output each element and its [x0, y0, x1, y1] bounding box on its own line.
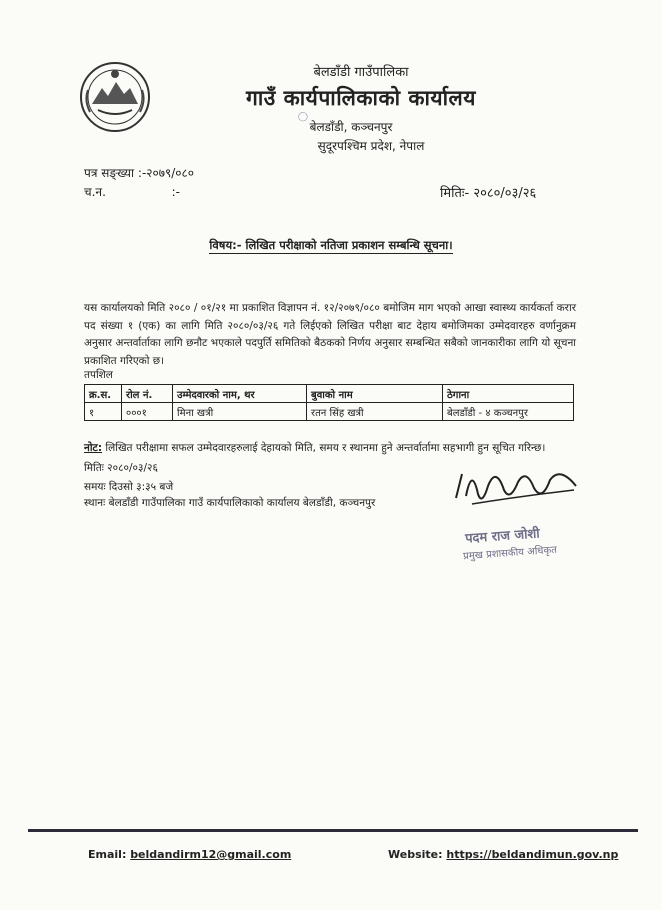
- date-label: मितिः-: [440, 186, 470, 201]
- website-link[interactable]: https://beldandimun.gov.np: [446, 848, 619, 861]
- office-stamp: ◯: [296, 110, 310, 124]
- note-text: लिखित परीक्षामा सफल उम्मेदवारहरुलाई देहायको मिति, समय र स्थानमा हुने अन्तर्वार्तामा सहभागी हुन सूचित गरिन्छ।: [105, 442, 546, 454]
- email-link[interactable]: beldandirm12@gmail.com: [130, 848, 292, 861]
- table-row: [85, 403, 574, 421]
- reference-label: पत्र सङ्ख्या :: [84, 166, 142, 180]
- municipality-name: बेलडाँडी गाउँपालिका: [313, 65, 409, 80]
- notice-body: यस कार्यालयको मिति २०८० / ०१/२१ मा प्रकाशित विज्ञापन नं. १२/२०७९/०८० बमोजिम माग भएको आखा स्वास्थ्य कार्यकर्ता करार पद संख्या १ (एक) का लागि मिति २०८०/०३/२६ गते लिईएको लिखित परीक्षा बाट देहाय बमोजिमका उम्मेदवारहरु वर्णानुक्रम अनुसार अन्तर्वार्ताका लागि छनौट भएकाले पदपुर्ति समितिको बैठकको निर्णय अनुसार सम्बन्धित सबैको जानकारीका लागि यो सूचना प्रकाशित गरिएको छ।: [84, 302, 576, 367]
- reference-value: -२०७९/०८०: [141, 166, 195, 180]
- signatory-title: प्रमुख प्रशासकीय अधिकृत: [462, 544, 558, 563]
- col-roll: रोल नं.: [122, 385, 173, 403]
- col-serial: क्र.स.: [85, 385, 122, 403]
- email-label: Email:: [88, 848, 127, 861]
- note: [84, 441, 545, 455]
- col-address: ठेगाना: [443, 385, 574, 403]
- office-name: गाउँ कार्यपालिकाको कार्यालय: [246, 86, 476, 110]
- cell-roll: ०००१: [122, 403, 173, 421]
- dispatch-label: च.न.: [84, 185, 106, 199]
- interview-time: समयः दिउसो ३:३५ बजे: [84, 481, 174, 493]
- cell-address: बेलडाँडी - ४ कञ्चनपुर: [443, 403, 574, 421]
- office-location: बेलडाँडी, कञ्चनपुर: [309, 120, 393, 134]
- footer-email: [88, 848, 291, 861]
- signature-icon: [452, 456, 582, 516]
- note-label: नोट:: [84, 442, 103, 454]
- subject-text: विषय:- लिखित परीक्षाको नतिजा प्रकाशन सम्बन्धि सूचना।: [209, 238, 453, 252]
- signatory-name: पदम राज जोशी: [464, 526, 541, 547]
- footer-website: [388, 848, 618, 861]
- website-label: Website:: [388, 848, 443, 861]
- dispatch-number: [84, 183, 180, 200]
- table-header-row: [85, 385, 574, 403]
- letter-date: [440, 183, 536, 201]
- footer-divider: [28, 829, 638, 832]
- subject-line: [0, 238, 662, 253]
- cell-serial: १: [85, 403, 122, 421]
- cell-candidate: मिना खत्री: [173, 403, 307, 421]
- results-table: [84, 384, 574, 421]
- date-value: २०८०/०३/२६: [473, 186, 537, 201]
- col-father: बुवाको नाम: [307, 385, 443, 403]
- office-province: सुदूरपश्चिम प्रदेश, नेपाल: [317, 139, 425, 153]
- interview-date: मितिः २०८०/०३/२६: [84, 462, 158, 474]
- dispatch-value: :-: [171, 185, 180, 199]
- details-heading: तपशिल: [84, 369, 113, 381]
- reference-number: [84, 164, 194, 181]
- col-candidate: उम्मेदवारको नाम, थर: [173, 385, 307, 403]
- interview-place: स्थानः बेलडाँडी गाउँपालिका गाउँ कार्यपालिकाको कार्यालय बेलडाँडी, कञ्चनपुर: [84, 497, 376, 509]
- cell-father: रतन सिंह खत्री: [307, 403, 443, 421]
